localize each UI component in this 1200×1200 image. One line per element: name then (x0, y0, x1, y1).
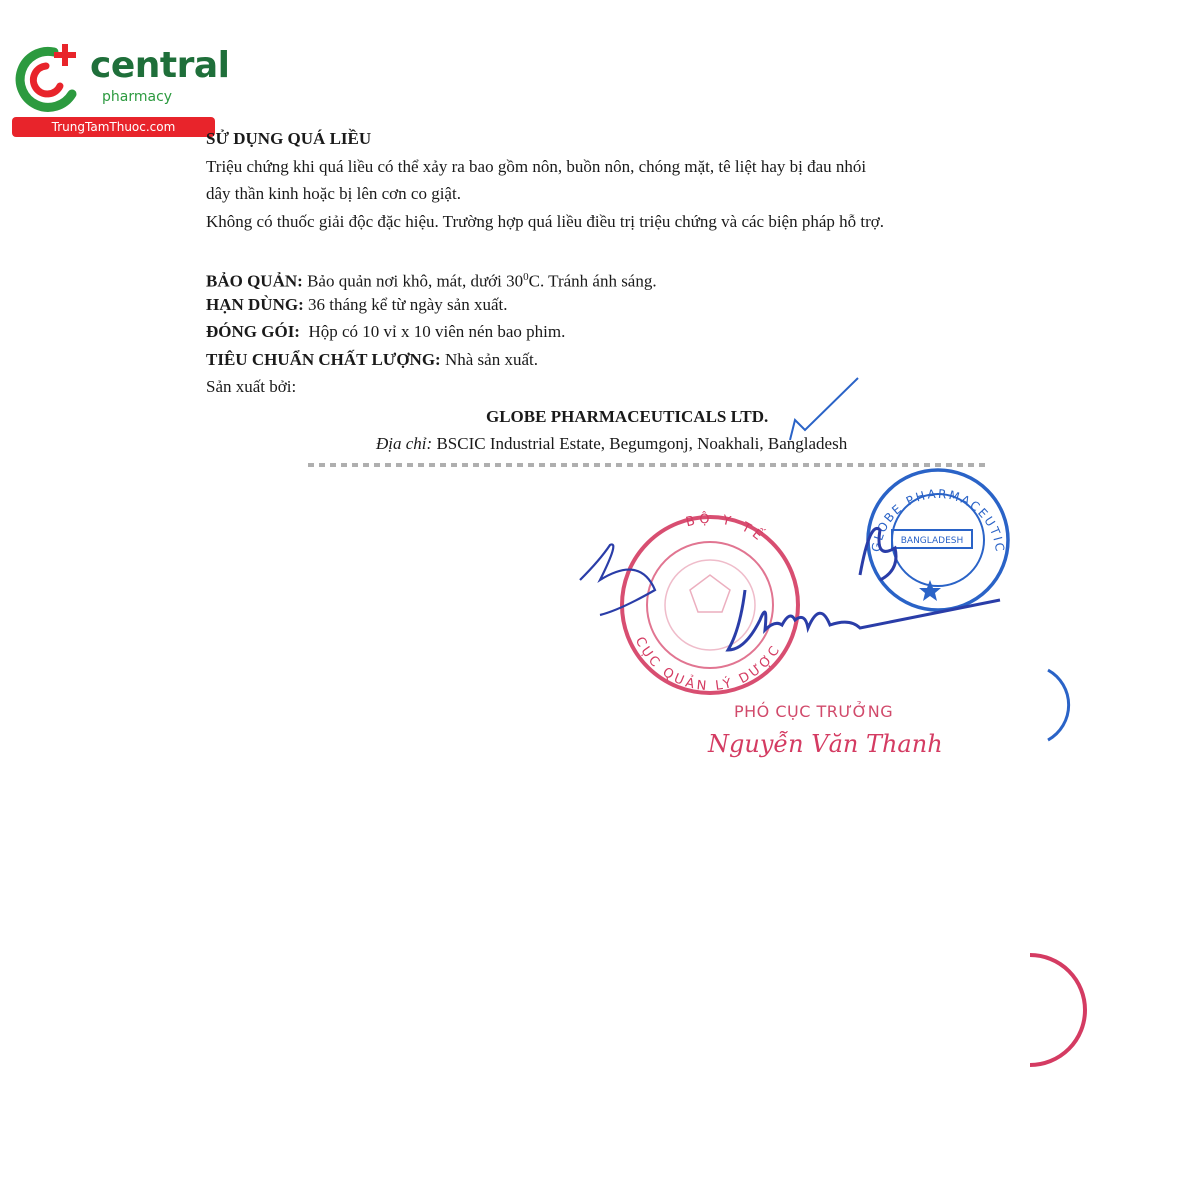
quality-value: Nhà sản xuất. (440, 350, 538, 369)
shelf-life-value: 36 tháng kể từ ngày sản xuất. (303, 295, 508, 314)
storage-value-end: C. Tránh ánh sáng. (528, 271, 657, 291)
quality-label: TIÊU CHUẨN CHẤT LƯỢNG: (206, 350, 441, 369)
signatory-title: PHÓ CỤC TRƯỞNG (734, 702, 894, 721)
packaging-line (206, 321, 565, 343)
overdose-text-line: dây thần kinh hoặc bị lên cơn co giật. (206, 184, 461, 203)
partial-blue-seal-icon (1048, 670, 1069, 740)
overdose-text-line: Không có thuốc giải độc đặc hiệu. Trường hợp quá liều điều trị triệu chứng và các biện pháp hỗ trợ. (206, 212, 885, 231)
company-seal-icon (868, 470, 1008, 610)
address-label: Địa chỉ: (376, 434, 433, 453)
ministry-seal-bottom-text: CỤC QUẢN LÝ DƯỢC (631, 634, 785, 695)
storage-line (206, 266, 657, 293)
brand-subtitle: pharmacy (102, 89, 173, 105)
company-seal-center-text: BANGLADESH (900, 536, 964, 546)
brand-logo (10, 36, 230, 136)
brand-url-banner: TrungTamThuoc.com (12, 117, 215, 137)
packaging-value: Hộp có 10 vỉ x 10 viên nén bao phim. (299, 322, 566, 341)
manufacturer-intro: Sản xuất bởi: (206, 377, 297, 396)
signatory-name: Nguyễn Văn Thanh (708, 730, 943, 758)
quality-line (206, 349, 538, 371)
central-logo-icon (10, 38, 90, 118)
degree-superscript: 0 (523, 271, 529, 283)
partial-red-seal-icon (1030, 955, 1085, 1065)
address-value: BSCIC Industrial Estate, Begumgonj, Noakhali, Bangladesh (432, 434, 848, 453)
shelf-life-line (206, 294, 507, 316)
ministry-seal-top-text: BỘ Y TẾ (684, 511, 768, 546)
packaging-label: ĐÓNG GÓI: (206, 322, 300, 341)
storage-value: Bảo quản nơi khô, mát, dưới 30 (302, 271, 524, 291)
company-name: GLOBE PHARMACEUTICALS LTD. (486, 407, 769, 426)
brand-name: central (90, 45, 230, 86)
storage-label: BẢO QUẢN: (206, 271, 303, 291)
overdose-heading: SỬ DỤNG QUÁ LIỀU (206, 129, 372, 148)
overdose-text-line: Triệu chứng khi quá liều có thể xảy ra bao gồm nôn, buồn nôn, chóng mặt, tê liệt hay bị đau nhói (206, 157, 867, 176)
shelf-life-label: HẠN DÙNG: (206, 295, 304, 314)
company-seal-ring-text: GLOBE PHARMACEUTIC (868, 486, 1008, 554)
